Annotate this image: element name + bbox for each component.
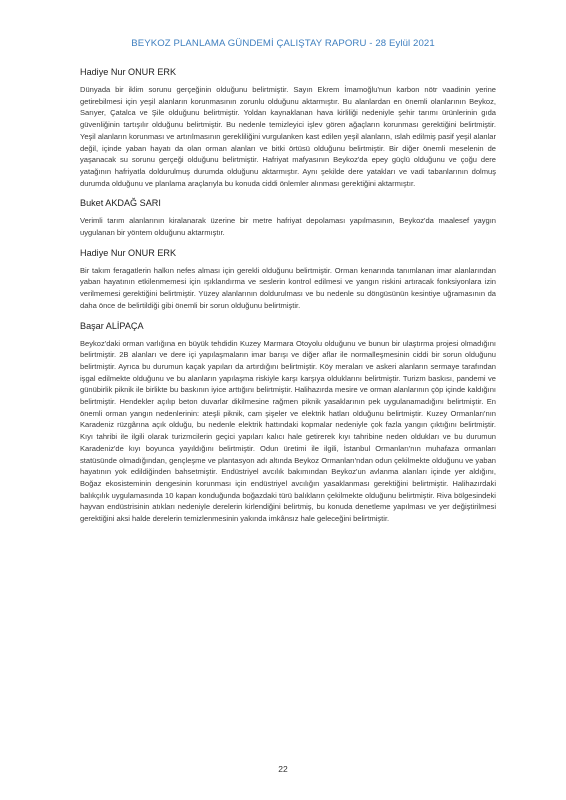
speaker-name: Başar ALİPAÇA [80,320,144,331]
statement-text: Bir takım feragatlerin halkın nefes alması için gerekli olduğunu belirtmiştir. Orman kenarında tanımlanan imar alanlarından yaban hayatının etkilenmemesi için ışıklandırma ve seslerin kontrol edilmesi ve yangın riskini artıracak fonksiyonlara izin verilmemesi gerektiğini belirtmiştir. Yüzey alanlarının doldurulması ve bu nedenle su döngüsünün kesintiye uğramasının da daha önce de belirtildiği gibi önemli bir sorun olduğunu belirtmiştir. [80,265,496,310]
statement-section [80,197,496,238]
statement-text: Beykoz'daki orman varlığına en büyük tehdidin Kuzey Marmara Otoyolu olduğunu ve bunun bir ulaştırma projesi olmadığını belirtmiştir. 2B alanları ve dere içi yapılaşmaların imar barışı ve diğer aflar ile normalleşmesinin ciddi bir sorun olduğunu belirtmiştir. Ayrıca bu durumun kaçak yapıları da artırdığını belirtmiştir. Köy meraları ve askeri alanların sermaye tarafından işgal edilmekte olduğunu ve bu alanların yapılaşma riskiyle karşı karşıya olduklarını belirtmiştir. Turizm baskısı, pandemi ve günübirlik piknik ile birlikte bu baskının iyice arttığını belirtmiştir. Halihazırda mesire ve orman alanlarının çöp içinde kaldığını belirtmiştir. Hendekler açılıp beton duvarlar dikilmesine rağmen piknik yasaklarının pek uygulanamadığını belirtmiştir. En önemli orman yangın nedenlerinin: ateşli piknik, cam şişeler ve elektrik hatları olduğunu belirtmiştir. Kuzey Ormanları'nın Karadeniz rüzgârına açık olduğu, bu nedenle elektrik hattındaki kopmalar nedeniyle çok fazla yangın çıktığını belirtmiştir. Kıyı tahribi ile ilgili olarak turizmcilerin geçici yapıları kalıcı hale getirerek kıyı tahribine neden oldukları ve bu durumun Karadeniz'de kıyı boyunca yayıldığını belirtmiştir. Odun üretimi ile ilgili, İstanbul Ormanları'nın muhafaza ormanları statüsünde olmadığından, gençleşme ve plantasyon adı altında Beykoz Ormanları'ndan odun çekilmekte olduğunu ve yaban hayatının yok edildiğinden bahsetmiştir. Endüstriyel avcılık bakımından Beykoz'un avlanma alanları içinde yer aldığını, Boğaz ekosisteminin dengesinin korunması için endüstriyel avcılığın yasaklanması gerektiğini belirtmiştir. Halihazırdaki balıkçılık uygulamasında 10 kapan konduğunda boğazdaki türü balıkların çekilmekte olduğunu belirtmiştir. Riva bölgesindeki hayvan endüstrisinin atıkları nedeniyle derelerin kirlendiğini belirtmiş, bu konuda denetleme yapılması ve yer değiştirilmesi gerektiğini aksi halde derelerin temizlenmesinin yakında imkânsız hale geleceğini belirtmiştir. [80,338,496,524]
statement-section [80,66,496,189]
page-number: 22 [278,764,288,774]
speaker-name: Hadiye Nur ONUR ERK [80,247,177,258]
speaker-name: Hadiye Nur ONUR ERK [80,67,177,77]
report-header: BEYKOZ PLANLAMA GÜNDEMİ ÇALIŞTAY RAPORU - 28 Eylül 2021 [131,38,435,49]
statement-text: Dünyada bir iklim sorunu gerçeğinin olduğunu belirtmiştir. Sayın Ekrem İmamoğlu'nun karbon nötr vaadinin yerine getirebilmesi için yeşil alanların korunmasının zorunlu olduğunu aktarmıştır. Bu alanlardan en önemli olanlarının Beykoz, Sarıyer, Çatalca ve Şile olduğunu belirtmiştir. Yoldan kaynaklanan hava kirliliği nedeniyle şehir tarımı ürünlerinin gıda güvenliğinin tartışılır olduğunu belirtmiştir. Bu nedenle temizleyici işlev gören ağaçların korunması gerektiğini belirtmiştir. Yeşil alanların korunması ve artırılmasının gerekliliğini vurgulanken kast edilen yeşil alanların, ıslah edilmiş pasif yeşil alanlar değil, içinde yaban hayatı da olan orman alanları ve bitki örtüsü olduğunu belirtmiştir. Bir diğer önemli meselenin de yaşanacak su sorunu gerçeği olduğunu belirtmiştir. Hafriyat mafyasının Beykoz'da epey güçlü olduğunu ve çoğu dere yatağının hafriyatla doldurulmuş durumda olduğunu aktarmıştır. Aynı şekilde dere yatakları ve vadi tabanlarının dolmuş durumda olduğunu ve planlama araçlarıyla bu konuda ciddi önlemler alınması gerektiğini aktarmıştır. [80,85,496,188]
document-body [80,66,496,533]
statement-section [80,320,496,525]
speaker-name: Buket AKDAĞ SARI [80,198,161,209]
statement-section [80,247,496,312]
statement-text: Verimli tarım alanlarının kiralanarak üzerine bir metre hafriyat depolaması yapılmasının, Beykoz'da maalesef yaygın uygulanan bir yöntem olduğunu aktarmıştır. [80,216,496,238]
